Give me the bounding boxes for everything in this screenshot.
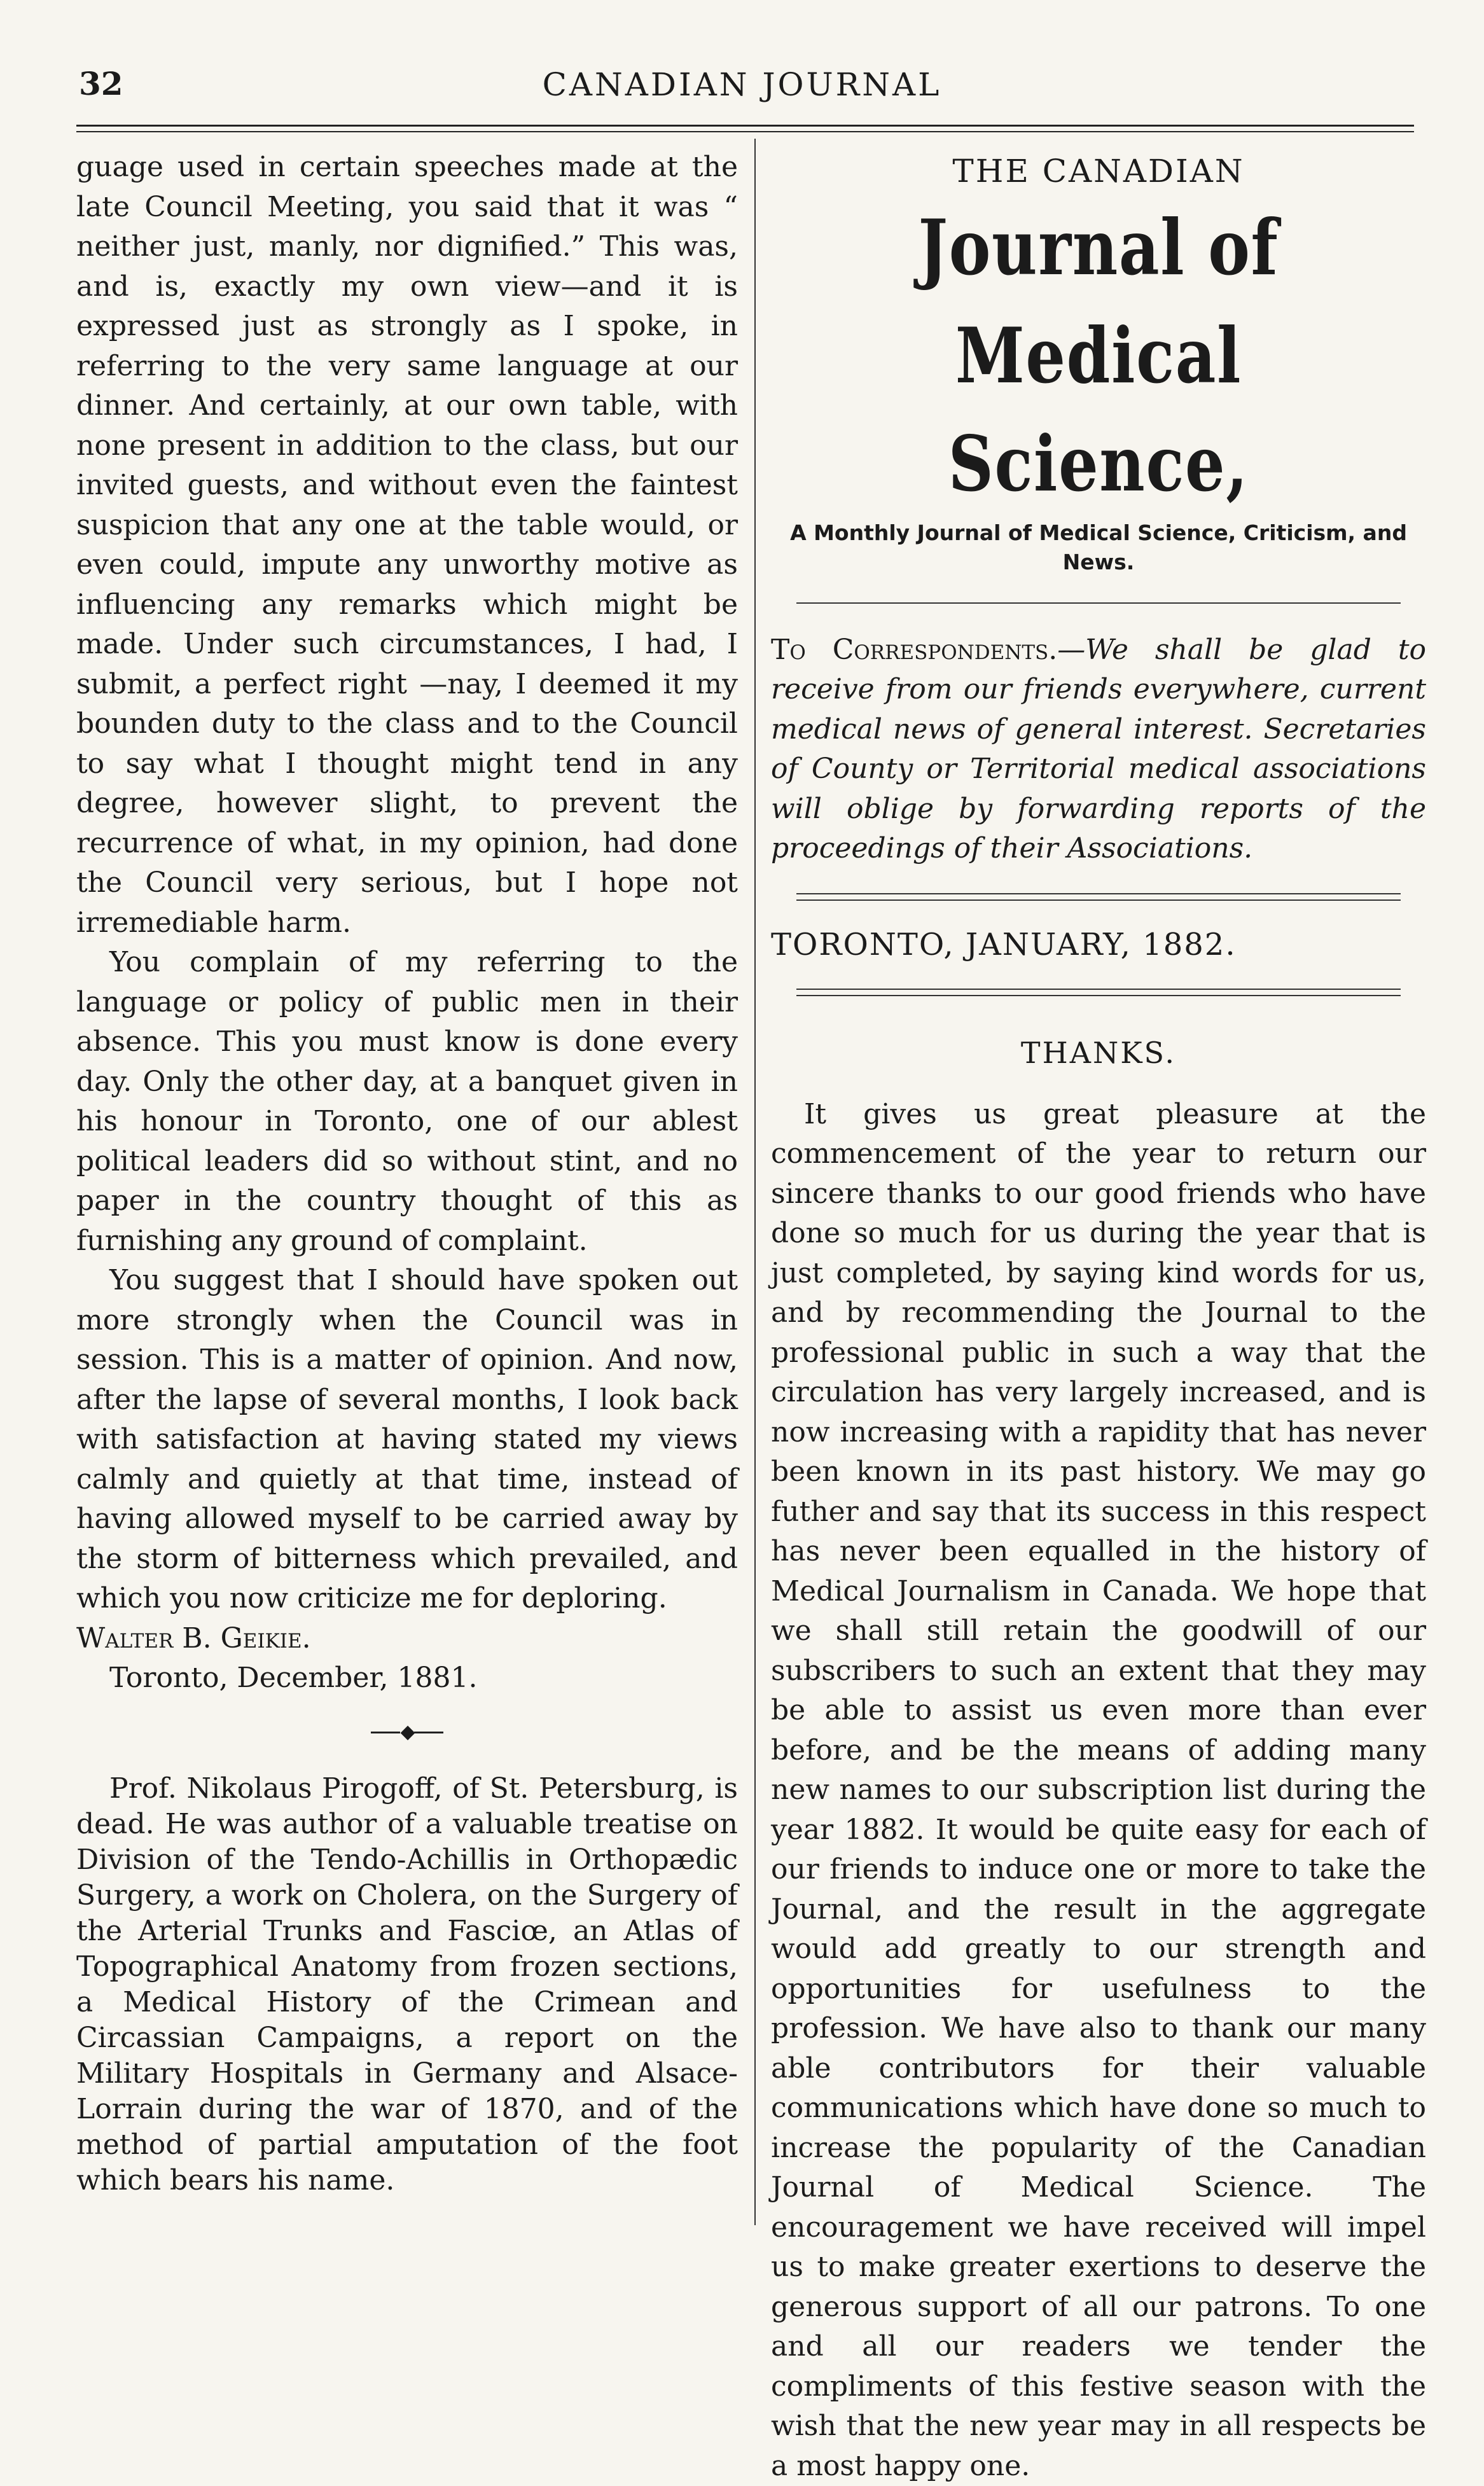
letter-paragraph-1: guage used in certain speeches made at the late Council Meeting, you said that it was “ neither just, manly, nor dignified.” This was, and is, exactly my own view—and it is expressed just as strongly as I spoke, in referring to the very same language at our dinner. And certainly, at our own table, with none present in addition to the class, but our invited guests, and without even the faintest suspicion that any one at the table would, or even could, impute any unworthy motive as influencing any remarks which might be made. Under such circumstances, I had, I submit, a perfect right —nay, I deemed it my bounden duty to the class and to the Council to say what I thought might tend in any degree, however slight, to prevent the recurrence of what, in my opinion, had done the Council very serious, but I hope not irremediable harm. xyxy=(76,148,738,943)
header-rule xyxy=(76,125,1414,127)
running-head xyxy=(76,59,1408,116)
letter-paragraph-3: You suggest that I should have spoken out more strongly when the Council was in session. This is a matter of opinion. And now, after the lapse of several months, I look back with satisfaction at having stated my views calmly and quietly at that time, instead of having allowed myself to be carried away by the storm of bitterness which prevailed, and which you now criticize me for deploring. xyxy=(76,1261,738,1619)
letter-paragraph-2: You complain of my referring to the language or policy of public men in their absence. This you must know is done every day. Only the other day, at a banquet given in his honour in Toronto, one of our ablest political leaders did so without stint, and no paper in the country thought of this as furnishing any ground of complaint. xyxy=(76,943,738,1261)
dateline: TORONTO, JANUARY, 1882. xyxy=(771,925,1426,965)
masthead-top: THE CANADIAN xyxy=(771,151,1426,191)
correspondents-notice xyxy=(771,630,1426,869)
masthead-rule xyxy=(796,602,1401,604)
correspondents-label: To Correspondents. xyxy=(771,634,1057,666)
dateline-rule-top xyxy=(796,893,1401,901)
section-title: THANKS. xyxy=(771,1033,1426,1073)
page-number: 32 xyxy=(79,65,123,102)
left-column xyxy=(76,148,738,2198)
letter-signature: Walter B. Geikie. xyxy=(76,1619,738,1659)
separator-ornament: ◆ xyxy=(76,1712,738,1753)
thanks-paragraph: It gives us great pleasure at the commencement of the year to return our sincere thanks to our good friends who have done so much for us during the year that is just completed, by saying kind words for us, and by recommending the Journal to the professional public in such a way that the circulation has very largely increased, and is now increasing with a rapidity that has never been known in its past history. We may go futher and say that its success in this respect has never been equalled in the history of Medical Journalism in Canada. We hope that we shall still retain the goodwill of our subscribers to such an extent that they may be able to assist us even more than ever before, and be the means of adding many new names to our subscription list during the year 1882. It would be quite easy for each of our friends to induce one or more to take the Journal, and the result in the aggregate would add greatly to our strength and opportunities for usefulness to the profession. We have also to thank our many able contributors for their valuable communications which have done so much to increase the popularity of the Canadian Journal of Medical Science. The encouragement we have received will impel us to make greater exertions to deserve the generous support of all our patrons. To one and all our readers we tender the compliments of this festive season with the wish that the new year may in all respects be a most happy one. xyxy=(771,1095,1426,2486)
dateline-rule-bottom xyxy=(796,989,1401,996)
right-column xyxy=(771,148,1426,2486)
masthead-subtitle: A Monthly Journal of Medical Science, Criticism, and News. xyxy=(784,518,1413,577)
column-divider xyxy=(754,139,756,2225)
running-title: CANADIAN JOURNAL xyxy=(76,66,1408,103)
letter-place-date: Toronto, December, 1881. xyxy=(76,1658,738,1698)
obituary-paragraph: Prof. Nikolaus Pirogoff, of St. Petersburg, is dead. He was author of a valuable treatise on Division of the Tendo-Achillis in Orthopædic Surgery, a work on Cholera, on the Surgery of the Arterial Trunks and Fasciœ, an Atlas of Topographical Anatomy from frozen sections, a Medical History of the Crimean and Circassian Campaigns, a report on the Military Hospitals in Germany and Alsace-Lorrain during the war of 1870, and of the method of partial amputation of the foot which bears his name. xyxy=(76,1771,738,2198)
masthead-title: Journal of Medical Science, xyxy=(830,194,1368,518)
correspondents-text: —We shall be glad to receive from our friends everywhere, current medical news of general interest. Secretaries of County or Territorial medical associations will oblige by forwarding reports of the proceedings of their Associations. xyxy=(771,634,1426,865)
header-rule-thin xyxy=(76,131,1414,132)
